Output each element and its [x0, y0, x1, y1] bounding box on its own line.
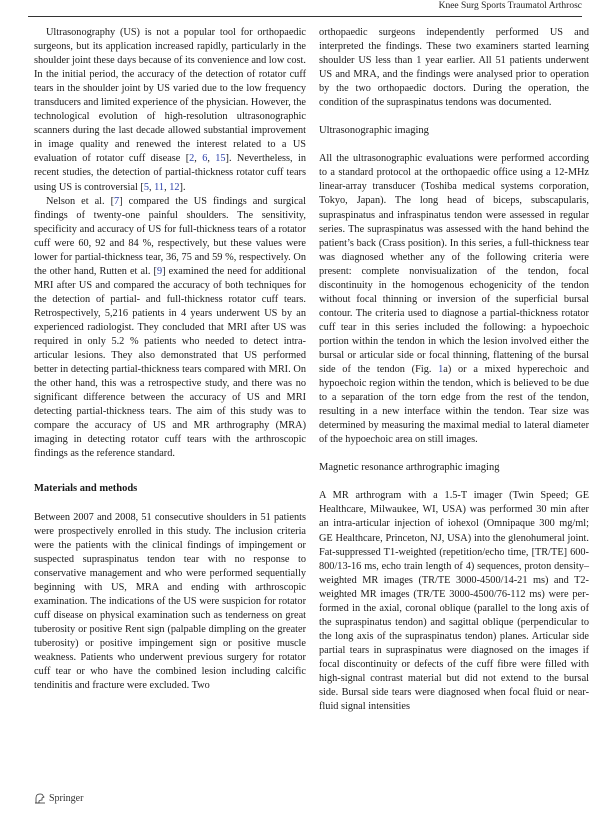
citation-link[interactable]: 12 [169, 181, 180, 193]
text-run: All the ultrasonographic evaluations were performed according to a standard protocol at the orthopaedic office using a 12-MHz linear-array transducer (Toshiba medical systems corporation, Tokyo, Japan). The long head of biceps, subscapularis, supraspinatus and infraspinatus tendon were assessed in regular series. The supraspinatus was assessed with the hand behind the patient’s back (Crass position). In this series, a full-thickness tear was diagnosed whether any of the following criteria were present: complete nonvisualization of the tendon, focal discontinuity in the homogenous echogenicity of the tendon without focal thinning or inversion of the superficial bursal contour. The criteria used to diagnose a partial-thickness rotator cuff tear in this series included the following: a hypoechoic portion within the tendon in which the lesion involved either the bursal or articular side or focal thinning, flattening of the bursal side of the tendon (Fig. [319, 153, 589, 376]
text-run: Nelson et al. [ [46, 195, 115, 207]
text-run: ] examined the need for additional MRI after US and compared the accuracy of both techniques for the detection of partial- and full-thickness rotator cuff tears. Retrospectively, 5,216 patients in 4 years underwent US by an experienced radiologist. They concluded that MRI after US was required in only 5.2 % patients who needed to detect intra-articular lesions. They also demonstrated that US performed better in detecting partial-thickness tears compared with MRI. On the other hand, this was a retrospective study, and there was no significant difference between the accuracy of US and MRI detecting partial-thickness tears. The aim of this study was to compare the accuracy of US and MR arthrography (MRA) imaging in detecting rotator cuff tears with the arthroscopic findings as the reference standard. [34, 265, 307, 460]
citation-link[interactable]: 11 [154, 181, 165, 193]
intro-paragraph-2 [34, 195, 306, 462]
text-run: a) or a mixed hyperechoic and hypoechoic region within the tendon, which is believed to be due to a separation of the torn edge from the rest of the tendon, resulting in a new interface within the tendon. Tear size was determined by measuring the maximal medial to lateral diameter of the hypoechoic area on still images. [319, 364, 589, 446]
citation-link[interactable]: 9 [156, 265, 163, 277]
section-heading-materials-methods: Materials and methods [34, 483, 138, 495]
left-column [34, 26, 306, 693]
citation-link[interactable]: 2 [189, 153, 195, 165]
text-run: , [194, 153, 203, 165]
methods-paragraph-1: Between 2007 and 2008, 51 consecutive shoulders in 51 patients were prospectively enrolled in this study. The inclusion criteria were the patients with the clinical findings of impingement or suspected supraspinatus tendon tear with no response to conservative management and who were performed sequentially beginning with US, MRA and ending with arthroscopic examination. The indications of the US were suspicion for rotator cuff disease on physical examination such as tenderness on great tuberosity or positive Rent sign (palpable dimpling on the greater tuberosity) or positive impingement sign or positive muscle weakness. Patients who underwent previous surgery for rotator cuff tear or who have the combined lesion including calcific tendinitis and fracture were excluded. Two [34, 511, 306, 692]
subsection-heading-mra: Magnetic resonance arthrographic imaging [319, 462, 500, 474]
text-run: , [164, 181, 170, 193]
running-header [28, 0, 582, 17]
springer-horse-icon [34, 792, 46, 804]
subsection-heading-ultrasonographic: Ultrasonographic imaging [319, 125, 429, 137]
page-footer [34, 792, 83, 804]
figure-link[interactable]: 1 [438, 364, 444, 376]
publisher-name: Springer [49, 792, 84, 804]
ultrasound-paragraph [319, 152, 589, 447]
right-column [319, 26, 589, 714]
citation-link[interactable]: 7 [114, 195, 120, 207]
journal-name: Knee Surg Sports Traumatol Arthrosc [438, 1, 582, 11]
text-run: , [207, 153, 216, 165]
citation-link[interactable]: 5 [143, 181, 149, 193]
citation-link[interactable]: 6 [202, 153, 208, 165]
text-run: , [148, 181, 155, 193]
intro-paragraph-1 [34, 26, 306, 195]
text-run: Ultrasonography (US) is not a popular tool for orthopaedic surgeons, but its application increased rapidly, particularly in the shoulder joint these days because of its convenience and low cost. In the initial period, the accuracy of the detection of rotator cuff tears in the shoulder joint by US varied due to the low frequency transducers and limited experience of the physician. However, the technological evolution of high-resolution ultrasonographic scanners during the last decade allowed substantial improvement in image quality and renewed the interest related to a US evaluation of rotator cuff disease [ [34, 27, 306, 165]
text-run: ]. [179, 181, 186, 193]
methods-paragraph-continued: orthopaedic surgeons independently performed US and interpreted the findings. These two examiners started learning shoulder US less than 1 year earlier. All 51 patients underwent US and MRA, and the findings were analysed prior to operation by the two orthopaedic doctors. During the operation, the condition of the supraspinatus tendons was documented. [319, 27, 589, 109]
text-run: ] compared the US findings and surgical findings of twenty-one painful shoulders. The sensitivity, specificity and accuracy of US for full-thickness tears of a rotator cuff were 60, 92 and 84 %, respectively, but these values were lower for partial-thickness tear, 36, 75 and 59 %, respectively. On the other hand, Rutten et al. [ [34, 195, 306, 277]
mra-paragraph: A MR arthrogram with a 1.5-T imager (Twin Speed; GE Healthcare, Milwaukee, WI, USA) was performed 30 min after an intra-articular injection of iohexol (Omnipaque 300 mg/ml; GE Healthcare, Princeton, NJ, USA) into the glenohumeral joint. Fat-suppressed T1-weighted (repetition/echo time, [TR/TE] 600-800/13-16 ms, echo train length of 4) sequences, proton density–weighted MR images (TR/TE 3000-4500/14-21 ms) and T2-weighted MR images (TR/TE 3000-4500/76-112 ms) were performed in the axial, coronal oblique (parallel to the long axis of the supraspinatus tendon) and sagittal oblique (perpendicular to the long axis of the supraspinatus tendon) planes. Articular side partial tears in supraspinatus were diagnosed on the images if focal discontinuity or defects of the cuff fibre were filled with high-signal contrast material but did not extend to the bursal side. Bursal side tears were diagnosed when focal fluid or near-fluid signal intensities [319, 490, 589, 713]
citation-link[interactable]: 15 [215, 153, 226, 165]
text-run: ]. Nevertheless, in recent studies, the detection of partial-thickness rotator cuff tears using US is controversial [ [34, 153, 306, 193]
